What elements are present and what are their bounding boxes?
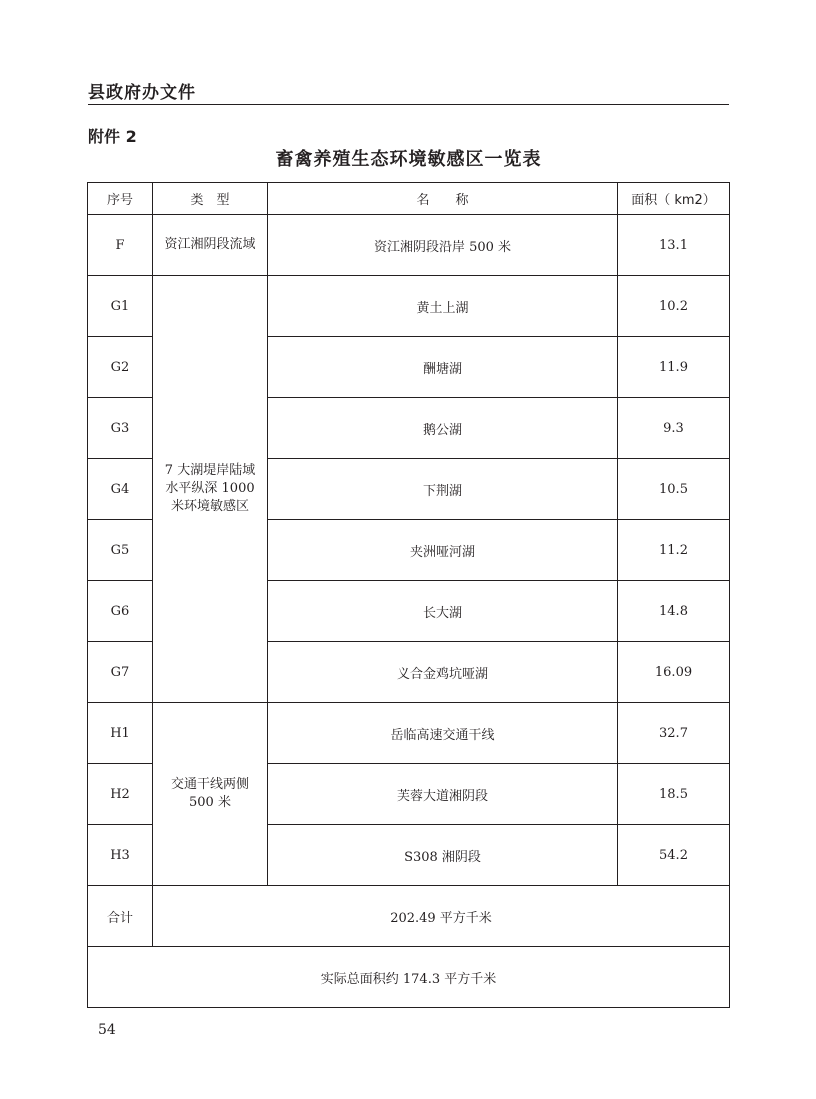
actual-total: 实际总面积约 174.3 平方千米: [88, 947, 730, 1008]
attachment-label: 附件 2: [88, 127, 137, 146]
row-type-g: [153, 276, 268, 703]
table-row: [88, 215, 730, 276]
type-g-line: 7 大湖堤岸陆域: [164, 463, 256, 478]
row-name: 鹅公湖: [268, 398, 618, 459]
row-seq: H1: [88, 703, 153, 764]
row-seq: G7: [88, 642, 153, 703]
row-type-f: 资江湘阴段流域: [153, 215, 268, 276]
row-area: 11.2: [618, 520, 730, 581]
row-area: 16.09: [618, 642, 730, 703]
row-area: 14.8: [618, 581, 730, 642]
type-g-line: 米环境敏感区: [170, 499, 249, 514]
table-row: [88, 276, 730, 337]
type-g-line: 水平纵深 1000: [165, 481, 255, 496]
row-area: 10.5: [618, 459, 730, 520]
row-name: 下荆湖: [268, 459, 618, 520]
actual-total-row: [88, 947, 730, 1008]
row-name: 黄土上湖: [268, 276, 618, 337]
table-row: [88, 703, 730, 764]
row-seq: F: [88, 215, 153, 276]
total-value: 202.49 平方千米: [153, 886, 730, 947]
row-area: 10.2: [618, 276, 730, 337]
header-seq: 序号: [88, 183, 153, 215]
row-seq: H3: [88, 825, 153, 886]
header-divider: [88, 104, 729, 105]
type-h-line: 500 米: [189, 795, 231, 810]
row-name: S308 湘阴段: [268, 825, 618, 886]
row-name: 资江湘阴段沿岸 500 米: [268, 215, 618, 276]
sensitive-areas-table: [87, 182, 730, 1008]
row-area: 32.7: [618, 703, 730, 764]
row-seq: G4: [88, 459, 153, 520]
type-h-line: 交通干线两侧: [170, 777, 249, 792]
total-row: [88, 886, 730, 947]
row-area: 54.2: [618, 825, 730, 886]
row-seq: H2: [88, 764, 153, 825]
header-type: 类 型: [153, 183, 268, 215]
row-seq: G6: [88, 581, 153, 642]
row-name: 酬塘湖: [268, 337, 618, 398]
row-seq: G2: [88, 337, 153, 398]
row-area: 13.1: [618, 215, 730, 276]
header-area: 面积（ km2）: [618, 183, 730, 215]
page-number: 54: [98, 1022, 116, 1038]
row-type-h: [153, 703, 268, 886]
row-area: 9.3: [618, 398, 730, 459]
total-label: 合计: [88, 886, 153, 947]
document-header-title: 县政府办文件: [88, 83, 196, 103]
row-seq: G3: [88, 398, 153, 459]
header-name: 名 称: [268, 183, 618, 215]
row-name: 夹洲哑河湖: [268, 520, 618, 581]
row-area: 18.5: [618, 764, 730, 825]
row-name: 义合金鸡坑哑湖: [268, 642, 618, 703]
row-name: 岳临高速交通干线: [268, 703, 618, 764]
row-seq: G5: [88, 520, 153, 581]
table-header-row: [88, 183, 730, 215]
row-seq: G1: [88, 276, 153, 337]
row-area: 11.9: [618, 337, 730, 398]
row-name: 芙蓉大道湘阴段: [268, 764, 618, 825]
table-title: 畜禽养殖生态环境敏感区一览表: [275, 149, 542, 170]
row-name: 长大湖: [268, 581, 618, 642]
